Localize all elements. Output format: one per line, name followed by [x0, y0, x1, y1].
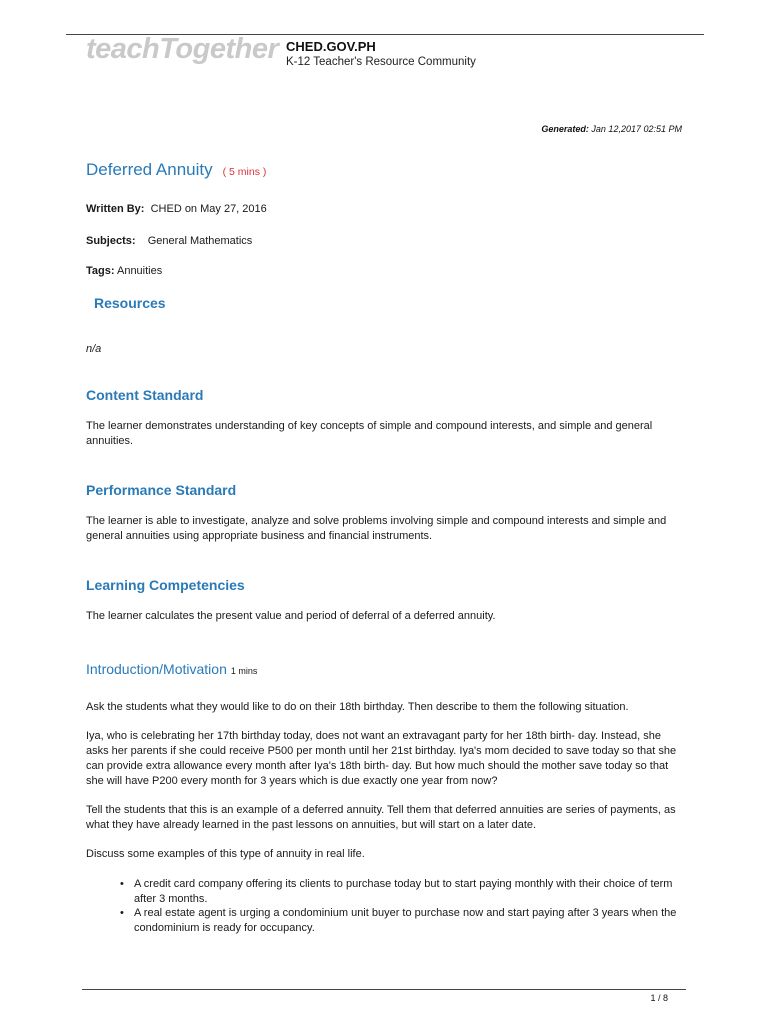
tags-label: Tags:: [86, 265, 115, 277]
site-tagline: K-12 Teacher's Resource Community: [286, 56, 476, 68]
site-name: CHED.GOV.PH: [286, 39, 376, 54]
page-number: 1 / 8: [650, 993, 668, 1003]
performance-standard-body: The learner is able to investigate, analyze and solve problems involving simple and compound interests and simple and general annuities using appropriate business and financial instruments.: [86, 515, 667, 542]
performance-standard-heading: Performance Standard: [86, 482, 237, 498]
introduction-heading: [86, 661, 257, 677]
subjects-value: General Mathematics: [147, 235, 253, 247]
tags-value: Annuities: [116, 265, 163, 277]
introduction-paragraph-4: Discuss some examples of this type of annuity in real life.: [86, 848, 365, 860]
learning-competencies-heading: Learning Competencies: [86, 577, 245, 593]
examples-list: [118, 877, 684, 935]
subjects-label: Subjects:: [86, 235, 136, 247]
introduction-paragraph-3: Tell the students that this is an example of a deferred annuity. Tell them that deferred annuities are series of payments, as what they have already learned in the past lessons on annuities, but will start on a later date.: [86, 804, 676, 831]
teachtogether-logo: teachTogether: [86, 33, 279, 65]
learning-competencies-body: The learner calculates the present value and period of deferral of a deferred annuity.: [86, 610, 496, 622]
list-item: • A credit card company offering its clients to purchase today but to start paying monthly with their choice of term after 3 months.: [118, 877, 684, 906]
generated-label: Generated:: [541, 124, 589, 134]
resources-heading: Resources: [94, 295, 166, 311]
footer-divider: [82, 989, 686, 990]
subjects: [86, 235, 252, 247]
tags: [86, 265, 162, 277]
content-standard-heading: Content Standard: [86, 387, 204, 403]
written-by-label: Written By:: [86, 203, 145, 215]
lesson-title: [86, 160, 266, 180]
list-item: • A real estate agent is urging a condominium unit buyer to purchase now and start paying after 3 years when the condominium is ready for occupancy.: [118, 906, 684, 935]
written-by-value: CHED on May 27, 2016: [150, 203, 267, 215]
introduction-paragraph-2: Iya, who is celebrating her 17th birthday today, does not want an extravagant party for her 18th birth- day. Instead, she asks her parents if she could receive P500 per month until her 21st birthday. Iya's mom decided to save today so that she can provide extra allowance every month after Iya's 18th birth- day. But how much should the mother save today so that she will have P200 every month for 3 years which is due exactly one year from now?: [86, 730, 677, 787]
introduction-duration: 1 mins: [230, 666, 258, 676]
introduction-paragraph-1: Ask the students what they would like to do on their 18th birthday. Then describe to them the following situation.: [86, 701, 629, 713]
lesson-duration: ( 5 mins ): [222, 166, 267, 178]
generated-timestamp: [541, 124, 682, 134]
written-by: [86, 203, 267, 215]
content-standard-body: The learner demonstrates understanding of key concepts of simple and compound interests, and simple and general annuities.: [86, 420, 653, 447]
lesson-title-text: Deferred Annuity: [86, 160, 213, 179]
generated-value: Jan 12,2017 02:51 PM: [591, 124, 682, 134]
introduction-heading-text: Introduction/Motivation: [86, 661, 227, 677]
resources-body: n/a: [86, 343, 102, 355]
